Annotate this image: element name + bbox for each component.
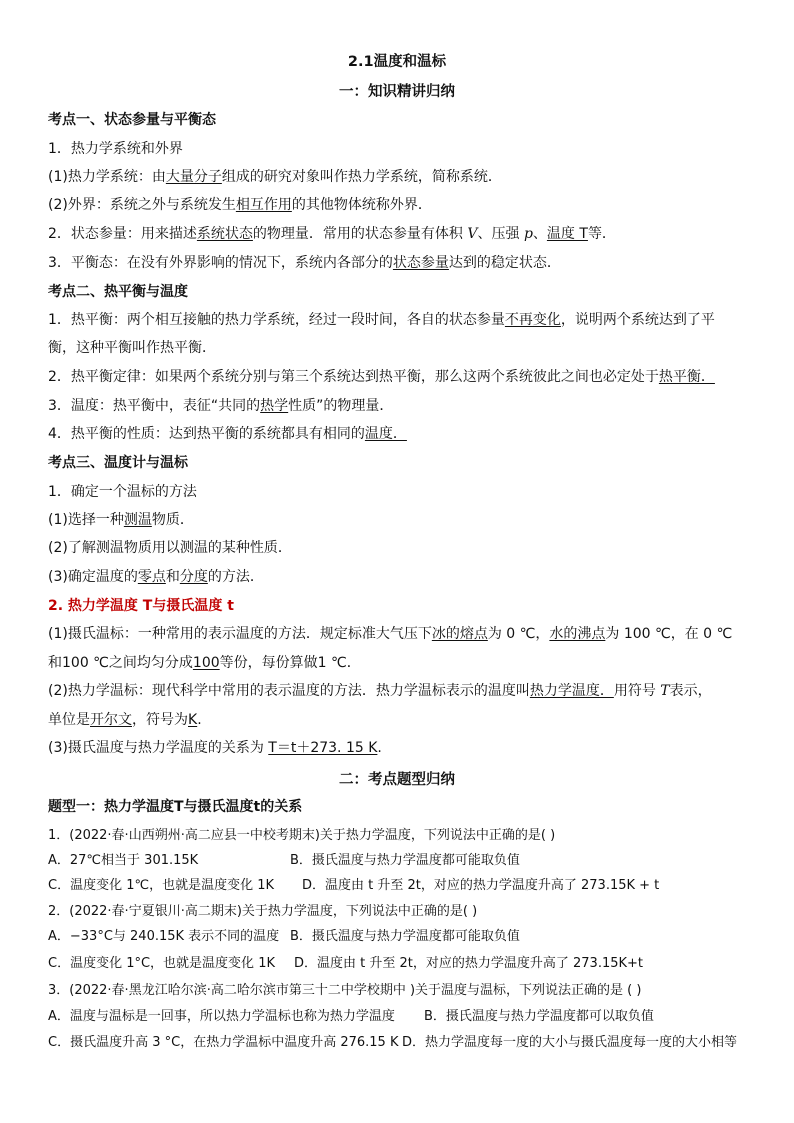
topic1-line3: (2)外界：系统之外与系统发生相互作用的其他物体统称外界． bbox=[48, 197, 432, 213]
question3-option-c: C．摄氏温度升高 3 °C，在热力学温标中温度升高 276.15 K bbox=[48, 1035, 399, 1050]
underlined-term: K bbox=[188, 712, 198, 728]
question2-stem: 2．(2022·春·宁夏银川·高二期末)关于热力学温度，下列说法中正确的是( ) bbox=[48, 904, 478, 919]
question-type1-heading: 题型一：热力学温度T与摄氏温度t的关系 bbox=[48, 799, 303, 815]
topic1-line2: (1)热力学系统：由大量分子组成的研究对象叫作热力学系统，简称系统． bbox=[48, 169, 502, 185]
topic1-line4: 2．状态参量：用来描述系统状态的物理量．常用的状态参量有体积 V、压强 p、温度 T等． bbox=[48, 226, 616, 242]
question3-stem: 3．(2022·春·黑龙江哈尔滨·高二哈尔滨市第三十二中学校期中 )关于温度与温标，下列说法正确的是 ( ) bbox=[48, 983, 642, 998]
underlined-term: 温度 T bbox=[546, 226, 588, 242]
question1-option-d: D．温度由 t 升至 2t，对应的热力学温度升高了 273.15K + t bbox=[302, 878, 660, 893]
question3-option-d: D．热力学温度每一度的大小与摄氏温度每一度的大小相等 bbox=[402, 1035, 738, 1050]
underlined-term: 100 bbox=[192, 655, 220, 671]
topic1-line1: 1．热力学系统和外界 bbox=[48, 141, 183, 157]
question1-stem: 1．(2022·春·山西朔州·高二应县一中校考期末)关于热力学温度，下列说法中正确的是( ) bbox=[48, 828, 556, 843]
topic3-line7: (2)热力学温标：现代科学中常用的表示温度的方法．热力学温标表示的温度叫热力学温度．用符号 T表示， bbox=[48, 683, 712, 699]
question2-option-c: C．温度变化 1°C，也就是温度变化 1K bbox=[48, 956, 275, 971]
topic2-line1-cont: 衡，这种平衡叫作热平衡． bbox=[48, 340, 216, 356]
topic1-line5: 3．平衡态：在没有外界影响的情况下，系统内各部分的状态参量达到的稳定状态． bbox=[48, 255, 561, 271]
topic3-line8: 单位是开尔文，符号为K. bbox=[48, 712, 202, 728]
topic1-heading: 考点一、状态参量与平衡态 bbox=[48, 112, 216, 128]
underlined-term: 温度． bbox=[364, 426, 407, 442]
question3-option-a: A．温度与温标是一回事，所以热力学温标也称为热力学温度 bbox=[48, 1009, 395, 1024]
question1-option-b: B．摄氏温度与热力学温度都可能取负值 bbox=[290, 853, 520, 868]
section-heading-knowledge: 一：知识精讲归纳 bbox=[339, 84, 455, 100]
underlined-term: 热力学温度． bbox=[529, 683, 614, 699]
topic3-line6: 和100 ℃之间均匀分成100等份，每份算做1 ℃． bbox=[48, 655, 361, 671]
underlined-term: 零点 bbox=[137, 569, 166, 585]
topic3-heading: 考点三、温度计与温标 bbox=[48, 455, 188, 471]
doc-title: 2.1温度和温标 bbox=[347, 54, 447, 70]
question3-option-b: B．摄氏温度与热力学温度都可以取负值 bbox=[424, 1009, 654, 1024]
underlined-term: 相互作用 bbox=[235, 197, 292, 213]
underlined-term: T＝t＋273. 15 K bbox=[268, 740, 378, 756]
underlined-term: 测温 bbox=[123, 512, 152, 528]
topic3-line1: 1．确定一个温标的方法 bbox=[48, 484, 197, 500]
topic2-line2: 2．热平衡定律：如果两个系统分别与第三个系统达到热平衡，那么这两个系统彼此之间也必定处于热平衡． bbox=[48, 369, 715, 385]
question2-option-b: B．摄氏温度与热力学温度都可能取负值 bbox=[290, 929, 520, 944]
underlined-term: 不再变化 bbox=[504, 312, 561, 328]
topic2-line3: 3．温度：热平衡中，表征“共同的热学性质”的物理量． bbox=[48, 398, 394, 414]
topic2-heading: 考点二、热平衡与温度 bbox=[48, 284, 188, 300]
underlined-term: 大量分子 bbox=[165, 169, 222, 185]
underlined-term: 系统状态 bbox=[196, 226, 253, 242]
topic2-line4: 4．热平衡的性质：达到热平衡的系统都具有相同的温度． bbox=[48, 426, 407, 442]
underlined-term: 分度 bbox=[179, 569, 208, 585]
section-heading-questions: 二：考点题型归纳 bbox=[339, 772, 455, 788]
topic3-line3: (2)了解测温物质用以测温的某种性质． bbox=[48, 540, 292, 556]
topic3-line2: (1)选择一种测温物质． bbox=[48, 512, 194, 528]
question1-option-a: A．27℃相当于 301.15K bbox=[48, 853, 199, 868]
underlined-term: 冰的熔点 bbox=[431, 626, 488, 642]
underlined-term: 热平衡． bbox=[658, 369, 715, 385]
topic3-line9: (3)摄氏温度与热力学温度的关系为 T＝t＋273. 15 K. bbox=[48, 740, 382, 756]
topic3-line4: (3)确定温度的零点和分度的方法． bbox=[48, 569, 264, 585]
underlined-term: 开尔文 bbox=[90, 712, 132, 728]
underlined-term: 状态参量 bbox=[392, 255, 449, 271]
topic2-line1: 1．热平衡：两个相互接触的热力学系统，经过一段时间，各自的状态参量不再变化，说明两个系统达到了平 bbox=[48, 312, 715, 328]
question2-option-d: D．温度由 t 升至 2t，对应的热力学温度升高了 273.15K+t bbox=[294, 956, 644, 971]
underlined-term: 热学 bbox=[260, 398, 289, 414]
question2-option-a: A．−33°C与 240.15K 表示不同的温度 bbox=[48, 929, 280, 944]
question1-option-c: C．温度变化 1℃，也就是温度变化 1K bbox=[48, 878, 275, 893]
topic3-subheading: 2. 热力学温度 T与摄氏温度 t bbox=[48, 598, 234, 614]
underlined-term: 水的沸点 bbox=[549, 626, 606, 642]
topic3-line5: (1)摄氏温标：一种常用的表示温度的方法．规定标准大气压下冰的熔点为 0 ℃，水的沸点为 100 ℃，在 0 ℃ bbox=[48, 626, 733, 642]
